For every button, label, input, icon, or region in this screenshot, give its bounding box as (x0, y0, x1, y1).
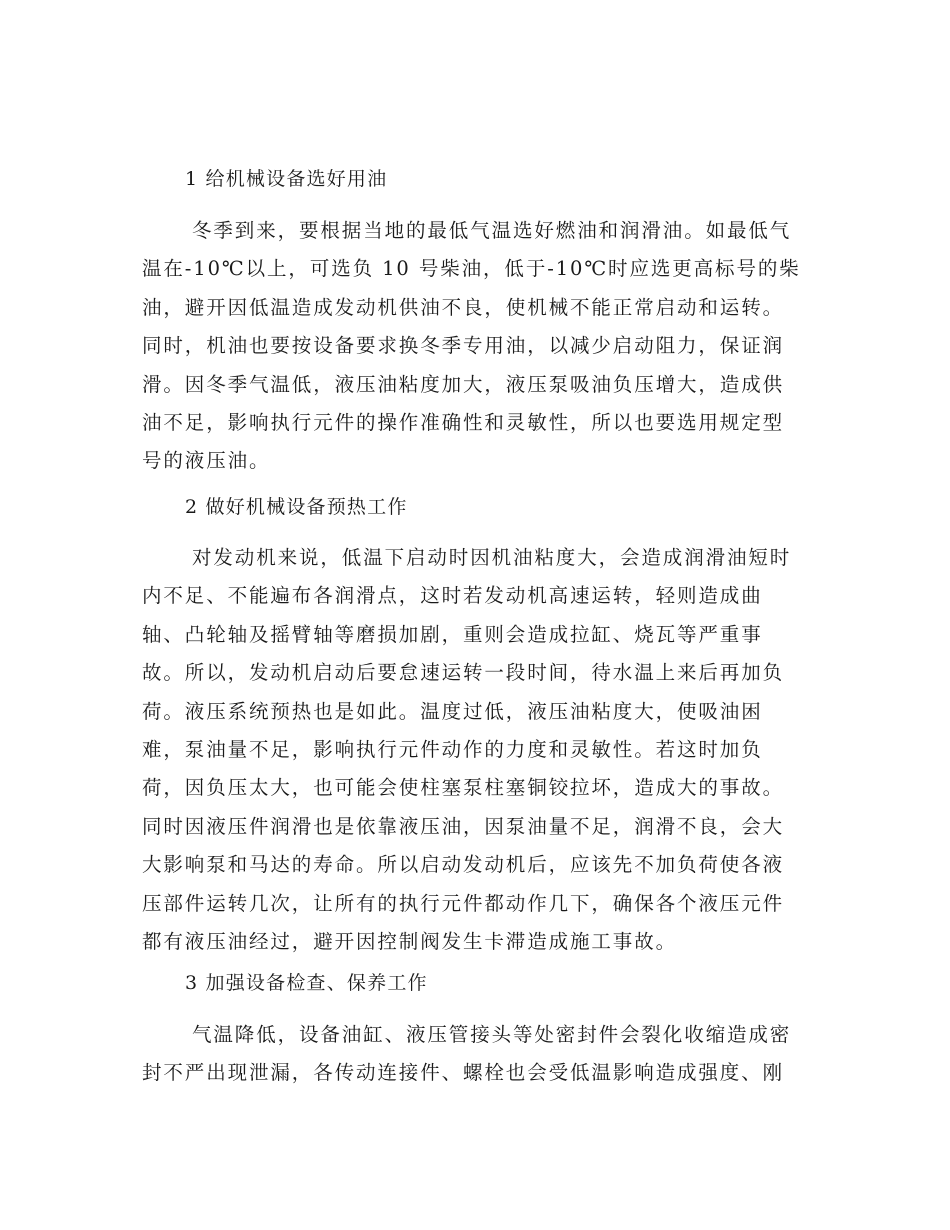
section-1-paragraph (142, 212, 812, 481)
paragraph-line: 温在-10℃以上，可选负 10 号柴油，低于-10℃时应选更高标号的柴 (142, 257, 801, 281)
paragraph-line: 滑。因冬季气温低，液压油粘度加大，液压泵吸油负压增大，造成供 (142, 372, 785, 396)
paragraph-line: 冬季到来，要根据当地的最低气温选好燃油和润滑油。如最低气 (192, 219, 792, 242)
paragraph-line: 油，避开因低温造成发动机供油不良，使机械不能正常启动和运转。 (142, 295, 785, 319)
paragraph-line: 同时，机油也要按设备要求换冬季专用油，以减少启动阻力，保证润 (142, 334, 785, 358)
section-2-heading: 2 做好机械设备预热工作 (185, 496, 408, 518)
paragraph-line: 同时因液压件润滑也是依靠液压油，因泵油量不足，润滑不良，会大 (142, 814, 785, 838)
paragraph-line: 荷。液压系统预热也是如此。温度过低，液压油粘度大，使吸油困 (142, 699, 763, 723)
section-2-paragraph (142, 539, 812, 961)
paragraph-line: 内不足、不能遍布各润滑点，这时若发动机高速运转，轻则造成曲 (142, 584, 763, 608)
paragraph-line: 轴、凸轮轴及摇臂轴等磨损加剧，重则会造成拉缸、烧瓦等严重事 (142, 622, 763, 646)
paragraph-line: 都有液压油经过，避开因控制阀发生卡滞造成施工事故。 (142, 929, 678, 953)
paragraph-line: 荷，因负压太大，也可能会使柱塞泵柱塞铜铰拉坏，造成大的事故。 (142, 776, 785, 800)
paragraph-line: 号的液压油。 (142, 449, 271, 473)
paragraph-line: 对发动机来说，低温下启动时因机油粘度大，会造成润滑油短时 (192, 546, 792, 569)
paragraph-line: 压部件运转几次，让所有的执行元件都动作几下，确保各个液压元件 (142, 891, 785, 915)
paragraph-line: 大影响泵和马达的寿命。所以启动发动机后，应该先不加负荷使各液 (142, 853, 785, 877)
paragraph-line: 难，泵油量不足，影响执行元件动作的力度和灵敏性。若这时加负 (142, 737, 763, 761)
paragraph-line: 气温降低，设备油缸、液压管接头等处密封件会裂化收缩造成密 (192, 1023, 792, 1046)
section-3-heading: 3 加强设备检查、保养工作 (185, 972, 428, 994)
paragraph-line: 封不严出现泄漏，各传动连接件、螺栓也会受低温影响造成强度、刚 (142, 1061, 785, 1085)
section-1-heading: 1 给机械设备选好用油 (185, 168, 388, 190)
paragraph-line: 油不足，影响执行元件的操作准确性和灵敏性，所以也要选用规定型 (142, 410, 785, 434)
section-3-paragraph (142, 1016, 812, 1093)
paragraph-line: 故。所以，发动机启动后要怠速运转一段时间，待水温上来后再加负 (142, 661, 785, 685)
